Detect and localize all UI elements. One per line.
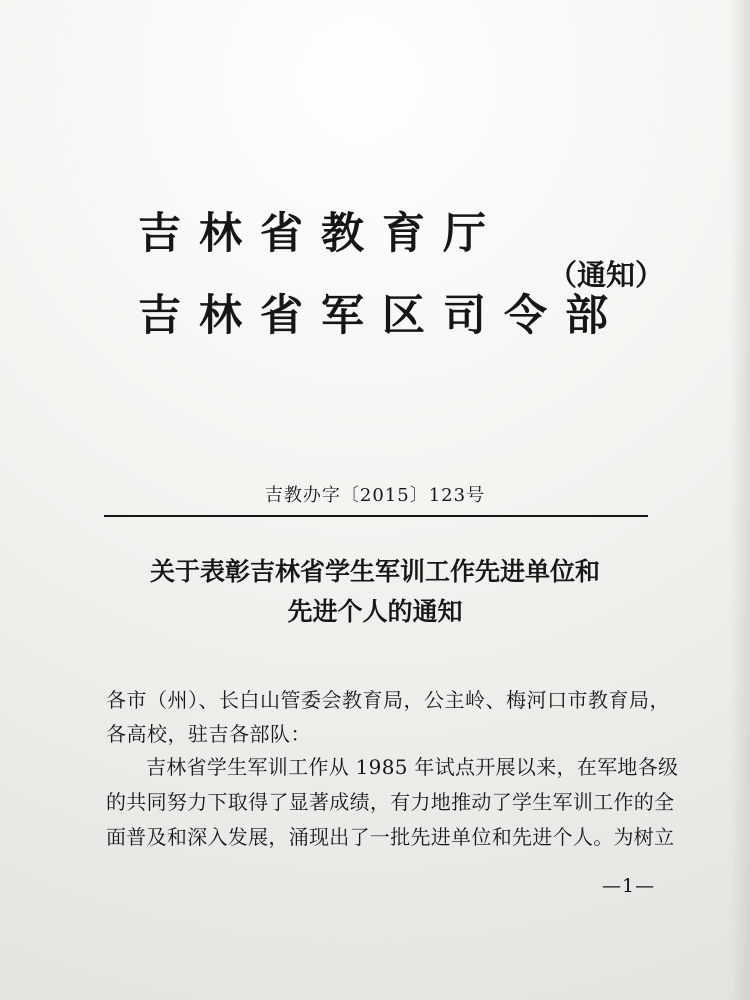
document-title xyxy=(100,552,650,632)
issuer-line-military-command: 吉林省军区司令部 xyxy=(138,291,626,341)
body-line-3: 面普及和深入发展，涌现出了一批先进单位和先进个人。为树立 xyxy=(106,825,675,849)
document-type: （通知） xyxy=(548,258,665,292)
body-line-2: 的共同努力下取得了显著成绩，有力地推动了学生军训工作的全 xyxy=(106,790,675,814)
page-number: —1— xyxy=(602,875,656,897)
body-paragraph xyxy=(106,750,679,855)
issuer-line-education-department: 吉林省教育厅 xyxy=(138,209,504,259)
document-number: 吉教办字〔2015〕123号 xyxy=(264,485,486,506)
header-divider xyxy=(104,515,648,517)
title-line-1: 关于表彰吉林省学生军训工作先进单位和 xyxy=(149,557,600,586)
salutation-line-2: 各高校，驻吉各部队： xyxy=(106,722,311,746)
salutation-line-1: 各市（州）、长白山管委会教育局，公主岭、梅河口市教育局， xyxy=(106,688,670,712)
salutation xyxy=(106,683,670,751)
title-line-2: 先进个人的通知 xyxy=(287,597,463,626)
body-line-1: 吉林省学生军训工作从 1985 年试点开展以来，在军地各级 xyxy=(146,755,679,779)
